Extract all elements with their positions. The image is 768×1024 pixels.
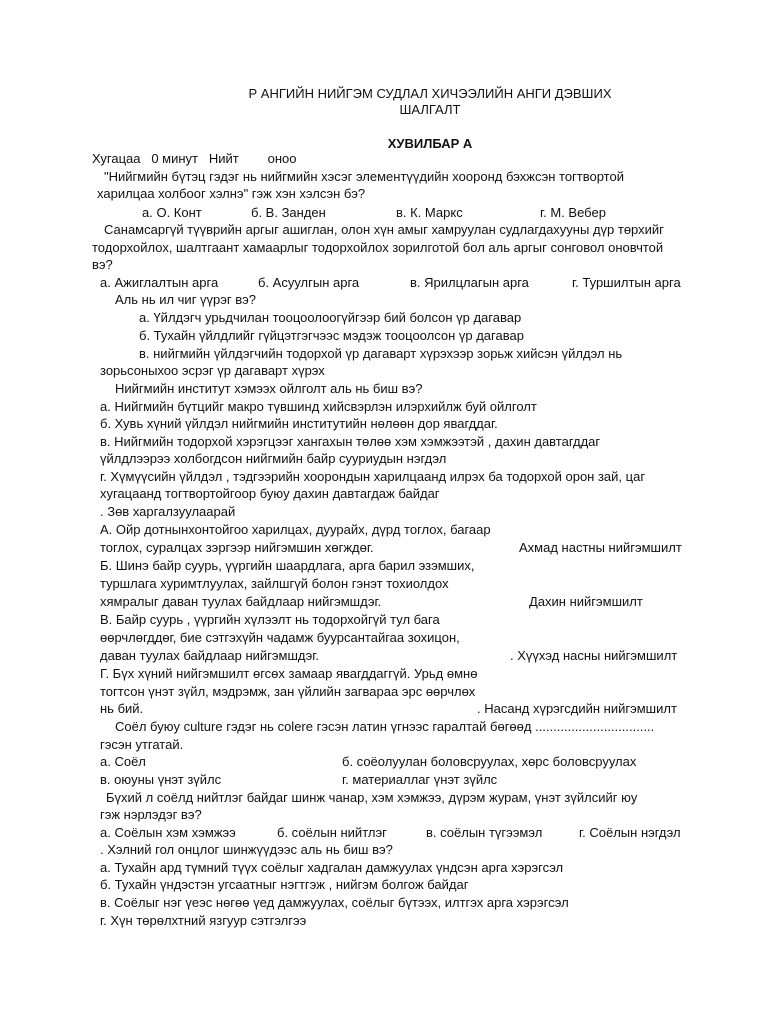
answer-option: а. Үйлдэгч урьдчилан тооцоолоогүйгээр бий болсон үр дагавар <box>139 310 522 325</box>
question-text: тодорхойлох, шалтгаант хамаарлыг тодорхойлох зорилготой бол аль аргыг сонговол оновчтой <box>92 240 664 255</box>
matching-item: өөрчлөгддөг, бие сэтгэхүйн чадамж буурсантайгаа зохицон, <box>100 630 460 645</box>
answer-option: а. О. Конт <box>142 205 202 220</box>
matching-item: Г. Бүх хүний нийгэмшилт өгсөх замаар явагддаггүй. Урьд өмнө <box>100 666 478 681</box>
answer-option: в. оюуны үнэт зүйлс <box>100 772 222 787</box>
answer-option: а. Ажиглалтын арга <box>100 275 219 290</box>
answer-option: в. К. Маркс <box>396 205 463 220</box>
answer-option: г. Хүмүүсийн үйлдэл , тэдгээрийн хоорондын харилцаанд илрэх ба тодорхой орон зай, цаг <box>100 469 646 484</box>
question-text: гэсэн утгатай. <box>100 737 184 752</box>
question-text: вэ? <box>92 257 113 272</box>
answer-option: г. материаллаг үнэт зүйлс <box>342 772 498 787</box>
matching-item: тоглох, суралцах зэргээр нийгэмшин хөгждөг. <box>100 540 374 555</box>
answer-option: хугацаанд тогтвортойгоор буюу дахин давтагдаж байдаг <box>100 486 440 501</box>
answer-option: г. Хүн төрөлхтний язгуур сэтгэлгээ <box>100 913 307 928</box>
answer-option: а. Соёлын хэм хэмжээ <box>100 825 236 840</box>
answer-option: үйлдлээрээ холбогдсон нийгмийн байр сууриудын нэгдэл <box>100 451 447 466</box>
variant-heading: ХУВИЛБАР А <box>387 136 473 151</box>
answer-option: зорьсоныхоо эсрэг үр дагаварт хүрэх <box>100 363 325 378</box>
matching-answer: Дахин нийгэмшилт <box>529 594 643 609</box>
question-text: Санамсаргүй түүврийн аргыг ашиглан, олон хүн амыг хамруулан судлагдахууны дүр төрхийг <box>104 222 664 237</box>
answer-option: в. нийгмийн үйлдэгчийн тодорхой үр дагаварт хүрэхээр зорьж хийсэн үйлдэл нь <box>139 346 623 361</box>
answer-option: а. Соёл <box>100 754 146 769</box>
exam-title-line2: ШАЛГАЛТ <box>399 102 461 117</box>
answer-option: б. соёлын нийтлэг <box>277 825 387 840</box>
answer-option: а. Тухайн ард түмний түүх соёлыг хадгалан дамжуулах үндсэн арга хэрэгсэл <box>100 860 564 875</box>
question-text: Аль нь ил чиг үүрэг вэ? <box>115 292 257 307</box>
matching-item: нь бий. <box>100 701 144 716</box>
question-text: гэж нэрлэдэг вэ? <box>100 807 202 822</box>
time-score-line: Хугацаа 0 минут Нийт оноо <box>92 151 297 166</box>
matching-item: тогтсон үнэт зүйл, мэдрэмж, зан үйлийн загвараа эрс өөрчлөх <box>100 684 476 699</box>
matching-answer: Ахмад настны нийгэмшилт <box>519 540 682 555</box>
answer-option: а. Нийгмийн бүтцийг макро түвшинд хийсвэрлэн илэрхийлж буй ойлголт <box>100 399 537 414</box>
answer-option: б. В. Занден <box>251 205 326 220</box>
question-text: . Хэлний гол онцлог шинжүүдээс аль нь биш вэ? <box>100 842 393 857</box>
answer-option: в. Нийгмийн тодорхой хэрэгцээг хангахын төлөө хэм хэмжээтэй , дахин давтагддаг <box>100 434 601 449</box>
answer-option: б. Асуулгын арга <box>258 275 360 290</box>
answer-option: г. М. Вебер <box>540 205 606 220</box>
matching-item: А. Ойр дотнынхонтойгоо харилцах, дуурайх, дүрд тоглох, багаар <box>100 522 491 537</box>
question-text: Бүхий л соёлд нийтлэг байдаг шинж чанар, хэм хэмжээ, дүрэм журам, үнэт зүйлсийг юу <box>106 790 638 805</box>
question-text: Соёл буюу culture гэдэг нь colere гэсэн латин үгнээс гаралтай бөгөөд ................................. <box>115 719 655 734</box>
matching-item: В. Байр суурь , үүргийн хүлээлт нь тодорхойгүй тул бага <box>100 612 440 627</box>
matching-item: туршлага хуримтлуулах, зайлшгүй болон гэнэт тохиолдох <box>100 576 449 591</box>
exam-title-line1: Р АНГИЙН НИЙГЭМ СУДЛАЛ ХИЧЭЭЛИЙН АНГИ ДЭВШИХ <box>248 86 612 101</box>
answer-option: б. Тухайн үндэстэн угсаатныг нэгтгэж , нийгэм болгож байдаг <box>100 877 469 892</box>
answer-option: б. соёолуулан боловсруулах, хөрс боловсруулах <box>342 754 637 769</box>
answer-option: г. Соёлын нэгдэл <box>579 825 681 840</box>
answer-option: в. Ярилцлагын арга <box>410 275 529 290</box>
matching-answer: . Насанд хүрэгсдийн нийгэмшилт <box>477 701 677 716</box>
question-text: "Нийгмийн бүтэц гэдэг нь нийгмийн хэсэг элементүүдийн хооронд бэхжсэн тогтвортой <box>104 169 624 184</box>
question-text: харилцаа холбоог хэлнэ" гэж хэн хэлсэн бэ? <box>97 186 366 201</box>
answer-option: в. соёлын түгээмэл <box>426 825 543 840</box>
answer-option: г. Туршилтын арга <box>572 275 681 290</box>
question-text: Нийгмийн институт хэмээх ойлголт аль нь биш вэ? <box>115 381 423 396</box>
matching-answer: . Хүүхэд насны нийгэмшилт <box>510 648 678 663</box>
answer-option: б. Тухайн үйлдлийг гүйцэтгэгчээс мэдэж тооцоолсон үр дагавар <box>139 328 524 343</box>
answer-option: б. Хувь хүний үйлдэл нийгмийн институтийн нөлөөн дор явагддаг. <box>100 416 498 431</box>
question-text: . Зөв харгалзуулаарай <box>100 504 236 519</box>
matching-item: Б. Шинэ байр суурь, үүргийн шаардлага, арга барил эзэмших, <box>100 558 475 573</box>
matching-item: хямралыг даван туулах байдлаар нийгэмшдэг. <box>100 594 382 609</box>
answer-option: в. Соёлыг нэг үеэс нөгөө үед дамжуулах, соёлыг бүтээх, илтгэх арга хэрэгсэл <box>100 895 569 910</box>
matching-item: даван туулах байдлаар нийгэмшдэг. <box>100 648 320 663</box>
